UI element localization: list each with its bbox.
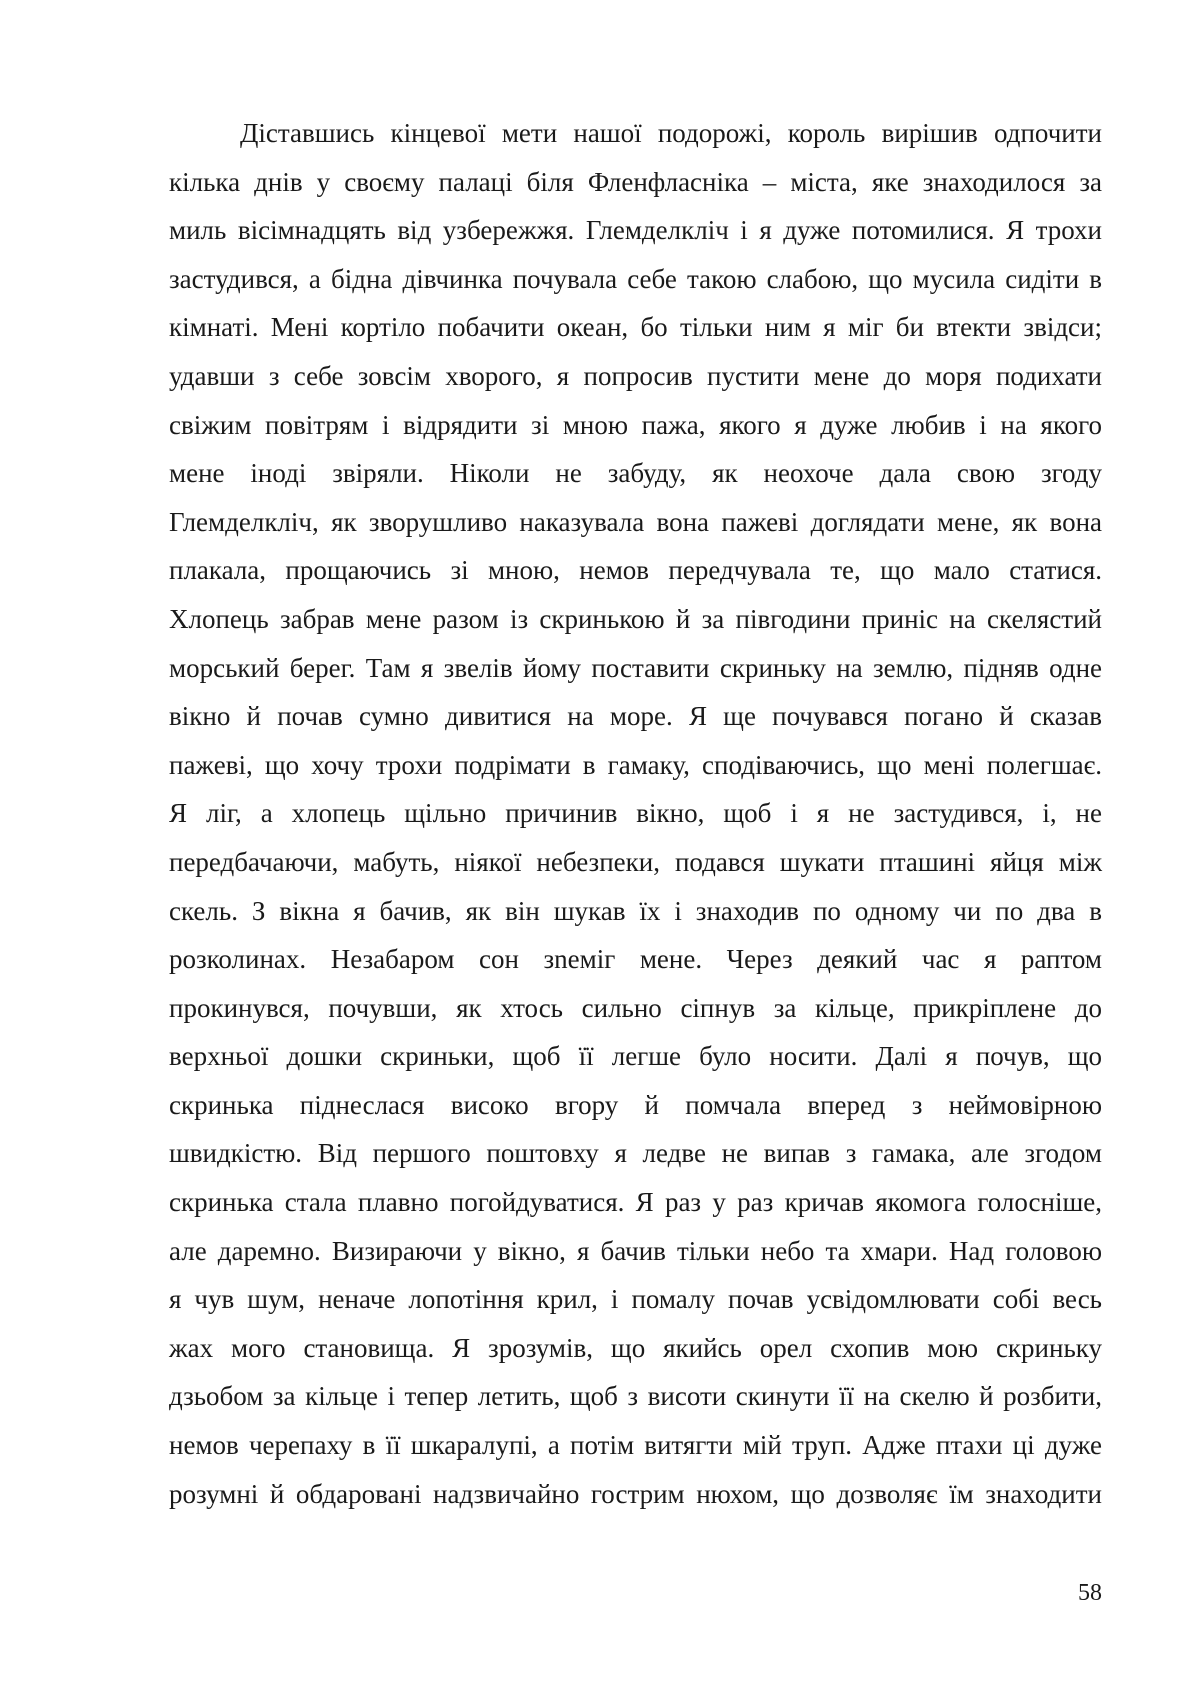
text-line: Я ліг, а хлопець щільно причинив вікно, щоб і я не застудився, і, не <box>169 798 1102 829</box>
text-line: розумні й обдаровані надзвичайно гострим нюхом, що дозволяє їм знаходити <box>169 1478 1102 1509</box>
text-line: мене іноді звіряли. Ніколи не забуду, як неохоче дала свою згоду <box>169 458 1102 489</box>
text-line: скель. З вікна я бачив, як він шукав їх і знаходив по одному чи по два в <box>169 895 1102 926</box>
page-number: 58 <box>1078 1580 1102 1606</box>
text-line: плакала, прощаючись зі мною, немов передчувала те, що мало статися. <box>169 555 1102 586</box>
body-text <box>169 109 1102 1518</box>
text-line: але даремно. Визираючи у вікно, я бачив тільки небо та хмари. Над головою <box>169 1235 1102 1266</box>
text-line: жах мого становища. Я зрозумів, що якийсь орел схопив мою скриньку <box>169 1332 1102 1363</box>
text-line: миль вісімнадцять від узбережжя. Глемделкліч і я дуже потомилися. Я трохи <box>169 215 1102 246</box>
text-line: свіжим повітрям і відрядити зі мною пажа, якого я дуже любив і на якого <box>169 409 1102 440</box>
text-line: прокинувся, почувши, як хтось сильно сіпнув за кільце, прикріплене до <box>169 992 1102 1023</box>
text-line: вікно й почав сумно дивитися на море. Я ще почувався погано й сказав <box>169 701 1102 732</box>
text-line: я чув шум, неначе лопотіння крил, і помалу почав усвідомлювати собі весь <box>169 1284 1102 1315</box>
text-line: Хлопець забрав мене разом із скринькою й за півгодини приніс на скелястий <box>169 603 1102 634</box>
text-line: швидкістю. Від першого поштовху я ледве не випав з гамака, але згодом <box>169 1138 1102 1169</box>
text-line: скринька піднеслася високо вгору й помчала вперед з неймовірною <box>169 1089 1102 1120</box>
text-line: передбачаючи, мабуть, ніякої небезпеки, подався шукати пташині яйця між <box>169 846 1102 877</box>
text-line: кімнаті. Мені кортіло побачити океан, бо тільки ним я міг би втекти звідси; <box>169 312 1102 343</box>
text-line: скринька стала плавно погойдуватися. Я раз у раз кричав якомога голосніше, <box>169 1187 1102 1218</box>
text-line: немов черепаху в її шкаралупі, а потім витягти мій труп. Адже птахи ці дуже <box>169 1430 1102 1461</box>
text-line: кілька днів у своєму палаці біля Фленфласніка – міста, яке знаходилося за <box>169 166 1102 197</box>
text-line: пажеві, що хочу трохи подрімати в гамаку, сподіваючись, що мені полегшає. <box>169 749 1102 780</box>
text-line: морський берег. Там я звелів йому поставити скриньку на землю, підняв одне <box>169 652 1102 683</box>
text-line: верхньої дошки скриньки, щоб її легше було носити. Далі я почув, що <box>169 1041 1102 1072</box>
text-line: застудився, а бідна дівчинка почувала себе такою слабою, що мусила сидіти в <box>169 263 1102 294</box>
text-line: удавши з себе зовсім хворого, я попросив пустити мене до моря подихати <box>169 360 1102 391</box>
text-line: дзьобом за кільце і тепер летить, щоб з висоти скинути її на скелю й розбити, <box>169 1381 1102 1412</box>
text-line: розколинах. Незабаром сон зneміг мене. Через деякий час я раптом <box>169 944 1102 975</box>
text-line: Глемделкліч, як зворушливо наказувала вона пажеві доглядати мене, як вона <box>169 506 1102 537</box>
text-line: Діставшись кінцевої мети нашої подорожі, король вирішив одпочити <box>240 118 1102 148</box>
